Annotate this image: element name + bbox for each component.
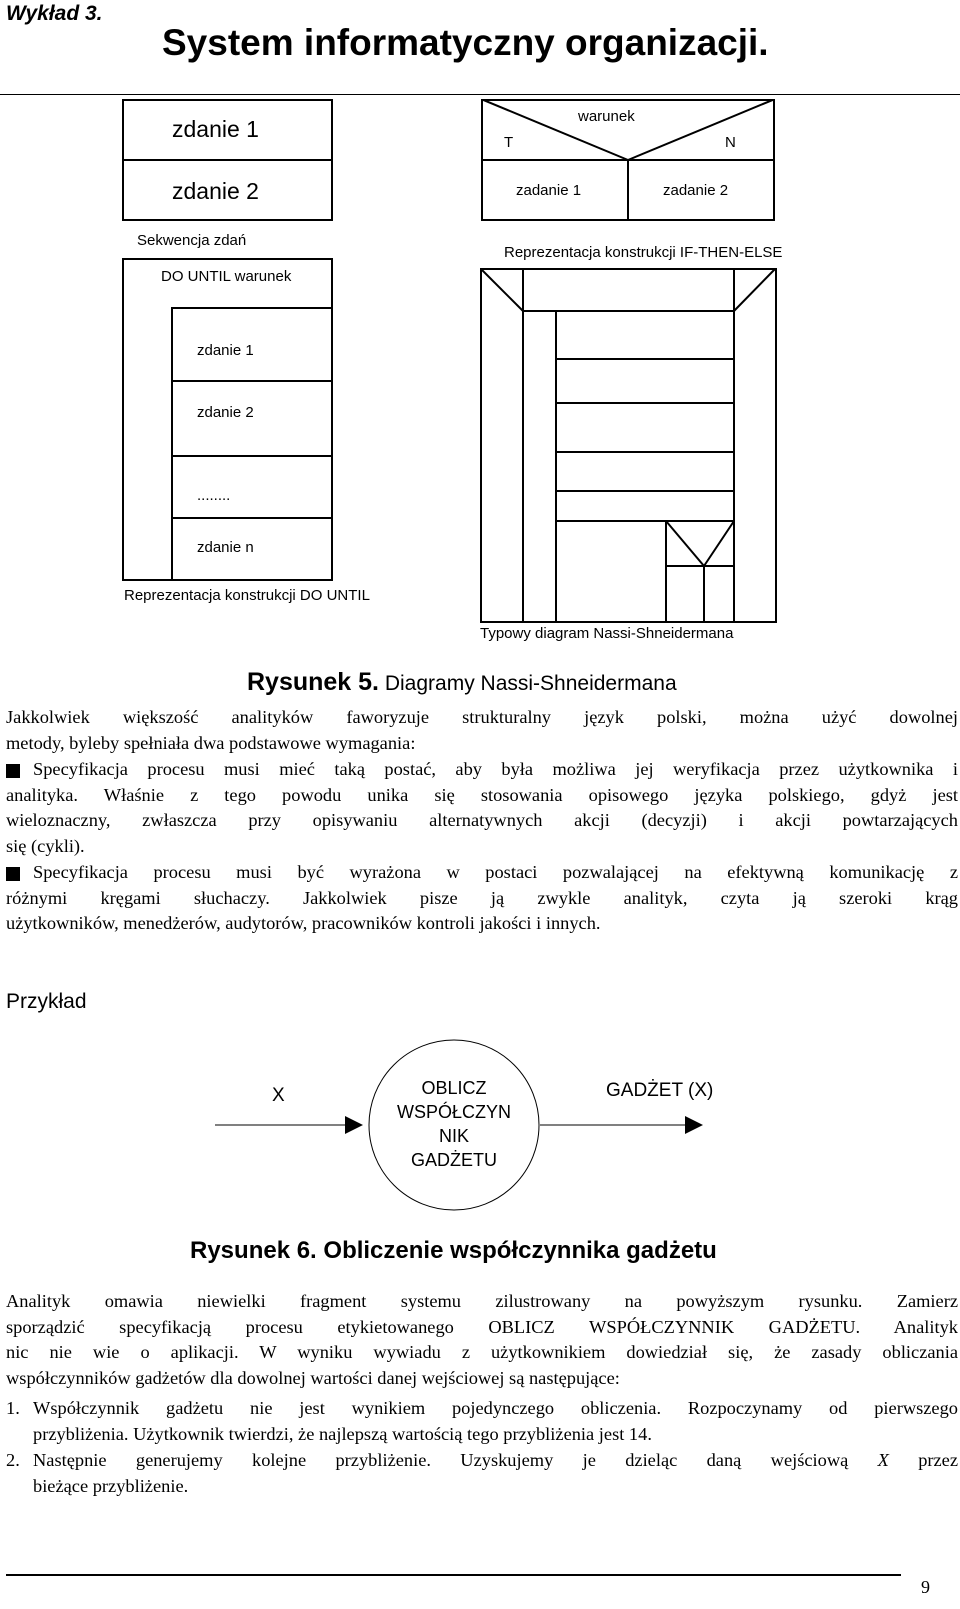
bullet-paragraph-2 xyxy=(6,860,958,937)
item1-paragraph xyxy=(33,1396,958,1447)
dountil-stmt2: zdanie 2 xyxy=(197,404,254,421)
item2-line-1 xyxy=(33,1448,958,1474)
example-heading: Przykład xyxy=(6,990,87,1013)
intro-line-1: Jakkolwiek większość analityków faworyzuje strukturalny język polski, można użyć dowolnej xyxy=(6,707,958,727)
figure5-caption-rest: Diagramy Nassi-Shneidermana xyxy=(379,672,677,695)
process-bubble-label xyxy=(370,1076,538,1172)
item1-number: 1. xyxy=(6,1398,20,1418)
dataflow-output: GADŻET (X) xyxy=(606,1080,714,1101)
sequence-stmt2: zdanie 2 xyxy=(172,178,259,204)
typical-diagram-shape xyxy=(480,268,778,624)
item2-paragraph xyxy=(33,1448,958,1499)
bullet2-line-2: różnymi kręgami słuchaczy. Jakkolwiek pisze ją zwykle analityk, czyta ją szeroki krąg xyxy=(6,887,958,908)
process-line-1: OBLICZ xyxy=(421,1078,487,1098)
header-rule xyxy=(0,94,960,95)
bullet1-line-2: analityka. Właśnie z tego powodu unika się stosowania opisowego języka polskiego, gdyż jest xyxy=(6,784,958,805)
bullet-paragraph-1 xyxy=(6,757,958,859)
process-line-2: WSPÓŁCZYN xyxy=(396,1102,511,1122)
dountil-inner-vline xyxy=(171,307,173,581)
process-line-4: GADŻETU xyxy=(410,1150,497,1170)
figure5-caption-bold: Rysunek 5. xyxy=(247,668,380,696)
bullet-marker-2 xyxy=(6,867,20,881)
analyst-line-2: sporządzić specyfikacją procesu etykietowanego OBLICZ WSPÓŁCZYNNIK GADŻETU. Analityk xyxy=(6,1316,958,1337)
sequence-stmt1: zdanie 1 xyxy=(172,116,259,142)
ifthenelse-task1: zadanie 1 xyxy=(516,182,582,199)
ifthenelse-caption: Reprezentacja konstrukcji IF-THEN-ELSE xyxy=(504,244,783,261)
lecture-label: Wykład 3. xyxy=(6,2,103,25)
bullet1-line-1: Specyfikacja procesu musi mieć taką postać, aby była możliwa jej weryfikacja przez użytkownika i xyxy=(33,759,958,779)
item2-number: 2. xyxy=(6,1450,20,1470)
dountil-divider-2 xyxy=(171,380,333,382)
footer-rule xyxy=(6,1574,901,1576)
process-line-3: NIK xyxy=(438,1126,469,1146)
ifthenelse-condition: warunek xyxy=(578,108,635,125)
item2-post: przez xyxy=(888,1450,959,1470)
ifthenelse-false-label: N xyxy=(725,134,736,151)
ifthenelse-true-label: T xyxy=(504,134,514,151)
dataflow-input: X xyxy=(272,1085,285,1106)
dountil-divider-4 xyxy=(171,517,333,519)
dountil-caption: Reprezentacja konstrukcji DO UNTIL xyxy=(124,587,370,604)
item1-line-1: Współczynnik gadżetu nie jest wynikiem pojedynczego obliczenia. Rozpoczynamy od pierwszego xyxy=(33,1398,958,1418)
typical-caption: Typowy diagram Nassi-Shneidermana xyxy=(480,625,734,642)
page-number: 9 xyxy=(921,1577,930,1597)
analyst-line-4: współczynników gadżetów dla dowolnej wartości danej wejściowej są następujące: xyxy=(6,1367,620,1388)
figure6-caption: Rysunek 6. Obliczenie współczynnika gadżetu xyxy=(190,1237,717,1264)
dountil-divider-3 xyxy=(171,455,333,457)
item2-line-2: bieżące przybliżenie. xyxy=(33,1475,189,1496)
bullet1-line-3: wieloznaczny, zwłaszcza przy opisywaniu alternatywnych akcji (decyzji) i akcji powtarzających xyxy=(6,810,958,830)
analyst-paragraph xyxy=(6,1289,958,1391)
dountil-stmtn: zdanie n xyxy=(197,539,254,556)
bullet1-line-4: się (cykli). xyxy=(6,835,85,856)
sequence-divider xyxy=(122,159,333,161)
figure5-caption xyxy=(247,668,677,697)
dountil-stmt1: zdanie 1 xyxy=(197,342,254,359)
bullet-marker-1 xyxy=(6,764,20,778)
dountil-divider-1 xyxy=(171,307,333,309)
bullet2-line-3: użytkowników, menedżerów, audytorów, pracowników kontroli jakości i innych. xyxy=(6,913,601,933)
item2-pre: Następnie generujemy kolejne przybliżenie. Uzyskujemy je dzieląc daną wejściową xyxy=(33,1450,878,1470)
dountil-dots: ........ xyxy=(197,487,231,504)
intro-line-2: metody, byleby spełniała dwa podstawowe wymagania: xyxy=(6,732,416,753)
page-title: System informatyczny organizacji. xyxy=(162,22,769,63)
intro-paragraph xyxy=(6,705,958,756)
bullet2-line-1: Specyfikacja procesu musi być wyrażona w postaci pozwalającej na efektywną komunikację z xyxy=(33,862,958,882)
item1-line-2: przybliżenia. Użytkownik twierdzi, że najlepszą wartością tego przybliżenia jest 14. xyxy=(33,1423,652,1444)
analyst-line-1: Analityk omawia niewielki fragment systemu zilustrowany na powyższym rysunku. Zamierz xyxy=(6,1291,958,1311)
item2-variable: X xyxy=(877,1450,889,1470)
analyst-line-3: nic nie wie o aplikacji. W wyniku wywiadu z użytkownikiem dowiedział się, że zasady obliczania xyxy=(6,1342,958,1362)
ifthenelse-task2: zadanie 2 xyxy=(663,182,729,199)
dountil-head: DO UNTIL warunek xyxy=(161,268,292,285)
sequence-caption: Sekwencja zdań xyxy=(137,232,247,249)
